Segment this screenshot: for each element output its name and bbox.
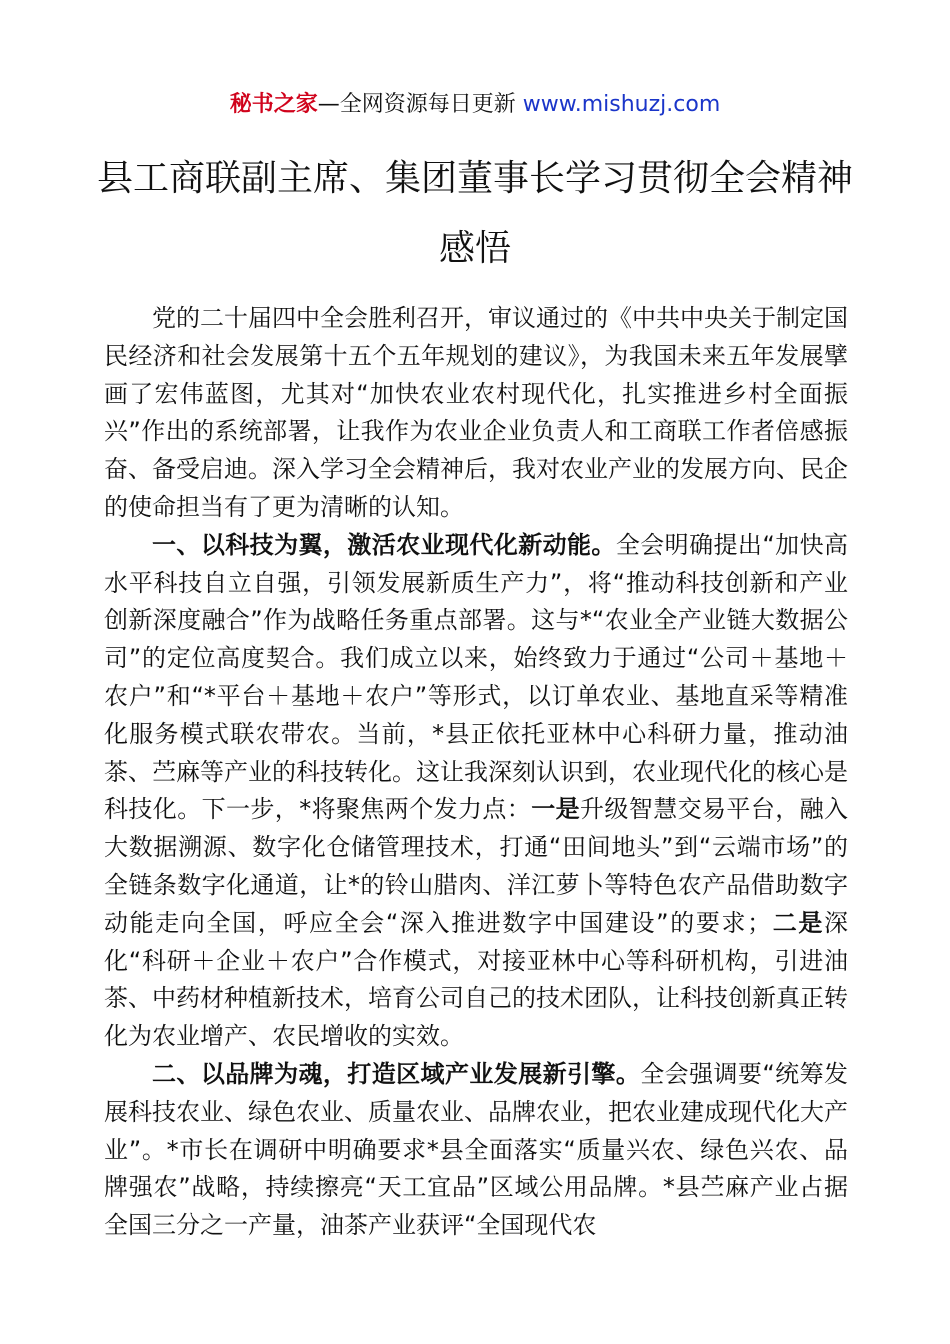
paragraph-section-2 <box>104 1056 848 1245</box>
title-line-2: 感悟 <box>438 228 511 269</box>
site-brand: 秘书之家 <box>229 92 318 117</box>
section-1-point-1-label: 一是 <box>531 795 581 824</box>
section-1-point-2-label: 二是 <box>771 908 824 937</box>
paragraph-section-1 <box>104 527 848 1056</box>
section-2-heading: 二、以品牌为魂，打造区域产业发展新引擎。 <box>152 1059 641 1088</box>
document-body <box>104 300 848 1245</box>
section-1-text-c: 深化“科研＋企业＋农户”合作模式，对接亚林中心等科研机构，引进油茶、中药材种植新技术，培育公司自己的技术团队，让科技创新真正转化为农业增产、农民增收的实效。 <box>104 908 848 1051</box>
section-2-text: 全会强调要“统筹发展科技农业、绿色农业、质量农业、品牌农业，把农业建成现代化大产业”。*市长在调研中明确要求*县全面落实“质量兴农、绿色兴农、品牌强农”战略，持续擦亮“天工宜品”区域公用品牌。*县苎麻产业占据全国三分之一产量，油茶产业获评“全国现代农 <box>104 1059 849 1240</box>
title-line-1: 县工商联副主席、集团董事长学习贯彻全会精神 <box>96 158 853 199</box>
header-dash: — <box>317 92 340 117</box>
site-header <box>0 88 950 122</box>
section-1-text-b: 升级智慧交易平台，融入大数据溯源、数字化仓储管理技术，打通“田间地头”到“云端市场”的全链条数字化通道，让*的铃山腊肉、洋江萝卜等特色农产品借助数字动能走向全国，呼应全会“深入推进数字中国建设”的要求； <box>104 795 849 937</box>
section-1-text-a: 全会明确提出“加快高水平科技自立自强，引领发展新质生产力”，将“推动科技创新和产业创新深度融合”作为战略任务重点部署。这与*“农业全产业链大数据公司”的定位高度契合。我们成立以来，始终致力于通过“公司＋基地＋农户”和“*平台＋基地＋农户”等形式，以订单农业、基地直采等精准化服务模式联农带农。当前，*县正依托亚林中心科研力量，推动油茶、苎麻等产业的科技转化。这让我深刻认识到，农业现代化的核心是科技化。下一步，*将聚焦两个发力点： <box>104 530 849 824</box>
document-title <box>60 150 890 278</box>
site-url-link[interactable]: www.mishuzj.com <box>522 92 721 117</box>
header-tagline: 全网资源每日更新 <box>339 92 523 117</box>
paragraph-intro: 党的二十届四中全会胜利召开，审议通过的《中共中央关于制定国民经济和社会发展第十五个五年规划的建议》，为我国未来五年发展擘画了宏伟蓝图，尤其对“加快农业农村现代化，扎实推进乡村全面振兴”作出的系统部署，让我作为农业企业负责人和工商联工作者倍感振奋、备受启迪。深入学习全会精神后，我对农业产业的发展方向、民企的使命担当有了更为清晰的认知。 <box>104 304 848 521</box>
section-1-heading: 一、以科技为翼，激活农业现代化新动能。 <box>152 530 616 559</box>
